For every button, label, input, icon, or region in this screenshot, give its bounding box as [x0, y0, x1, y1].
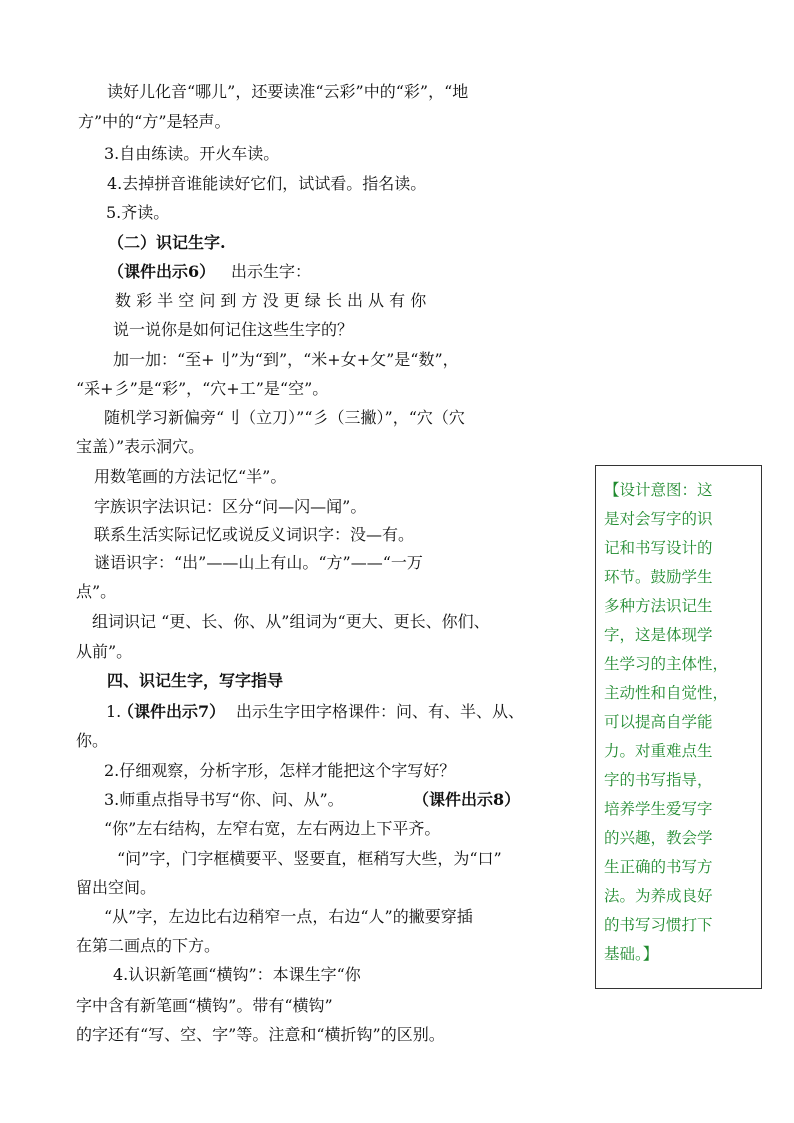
paragraph-line: 的字还有“写、空、字”等。注意和“横折钩”的区别。 — [76, 1025, 445, 1044]
paragraph-line: 在第二画点的下方。 — [76, 936, 221, 955]
design-intent-line: 的兴趣，教会学 — [604, 829, 713, 847]
paragraph-line: 加一加：“至+刂”为“到”，“米+女+攵”是“数”， — [113, 350, 459, 369]
paragraph-line: 随机学习新偏旁“刂（立刀）”“彡（三撇）”，“穴（穴 — [104, 408, 465, 427]
paragraph-line: 宝盖）”表示洞穴。 — [76, 437, 205, 456]
courseware-note: （课件出示6） — [108, 262, 216, 281]
design-intent-line: 的书写习惯打下 — [604, 916, 713, 934]
paragraph-line: 方”中的“方”是轻声。 — [78, 112, 231, 131]
paragraph-line: “问”字，门字框横要平、竖要直，框稍写大些，为“口” — [117, 849, 502, 868]
character-list: 数 彩 半 空 问 到 方 没 更 绿 长 出 从 有 你 — [115, 291, 427, 310]
paragraph-line: 读好儿化音“哪儿”，还要读准“云彩”中的“彩”，“地 — [107, 82, 469, 101]
paragraph-line: 3.自由练读。开火车读。 — [104, 144, 280, 163]
paragraph-line: 4.去掉拼音谁能读好它们，试试看。指名读。 — [107, 174, 427, 193]
paragraph-line: 你。 — [76, 731, 109, 750]
design-intent-line: 【设计意图：这 — [604, 481, 713, 499]
design-intent-line: 多种方法识记生 — [604, 597, 713, 615]
paragraph-line: “从”字，左边比右边稍窄一点，右边“人”的撇要穿插 — [104, 907, 473, 926]
paragraph-line: 2.仔细观察，分析字形，怎样才能把这个字写好？ — [104, 761, 456, 780]
paragraph-line: “采+彡”是“彩”，“穴+工”是“空”。 — [76, 379, 329, 398]
paragraph-line: 3.师重点指导书写“你、问、从”。 — [104, 790, 344, 809]
paragraph-line: 4.认识新笔画“横钩”：本课生字“你 — [113, 965, 361, 984]
design-intent-line: 生学习的主体性， — [604, 655, 729, 673]
paragraph-line: 点”。 — [76, 582, 117, 601]
design-intent-line: 力。对重难点生 — [604, 742, 713, 760]
design-intent-line: 基础。】 — [604, 945, 659, 963]
paragraph-line: 5.齐读。 — [106, 203, 170, 222]
design-intent-box — [595, 465, 762, 989]
design-intent-line: 培养学生爱写字 — [604, 800, 713, 818]
paragraph-line: 用数笔画的方法记忆“半”。 — [94, 467, 287, 486]
paragraph-line: 字族识字法识记：区分“问—闪—闻”。 — [94, 497, 367, 516]
section-heading: 四、识记生字，写字指导 — [107, 671, 284, 690]
paragraph-line: 说一说你是如何记住这些生字的？ — [113, 320, 354, 339]
paragraph-line: 从前”。 — [76, 642, 133, 661]
design-intent-line: 是对会写字的识 — [604, 510, 713, 528]
paragraph-line: “你”左右结构，左窄右宽，左右两边上下平齐。 — [104, 819, 441, 838]
design-intent-line: 主动性和自觉性， — [604, 684, 729, 702]
design-intent-line: 记和书写设计的 — [604, 539, 713, 557]
courseware-note: （课件出示8） — [413, 790, 521, 809]
design-intent-line: 环节。鼓励学生 — [604, 568, 713, 586]
paragraph-line: 留出空间。 — [76, 878, 157, 897]
design-intent-line: 法。为养成良好 — [604, 887, 713, 905]
section-heading: （二）识记生字. — [108, 233, 226, 252]
paragraph-line: 出示生字田字格课件：问、有、半、从、 — [236, 702, 525, 721]
paragraph-line: 出示生字： — [231, 262, 312, 281]
design-intent-line: 可以提高自学能 — [604, 713, 713, 731]
design-intent-line: 字，这是体现学 — [604, 626, 713, 644]
design-intent-line: 字的书写指导， — [604, 771, 713, 789]
paragraph-line: 1. — [106, 702, 122, 721]
paragraph-line: 组词识记 “更、长、你、从”组词为“更大、更长、你们、 — [92, 612, 490, 631]
design-intent-line: 生正确的书写方 — [604, 858, 713, 876]
paragraph-line: 联系生活实际记忆或说反义词识字：没—有。 — [94, 525, 415, 544]
paragraph-line: 谜语识字：“出”——山上有山。“方”——“一万 — [94, 553, 423, 572]
paragraph-line: 字中含有新笔画“横钩”。带有“横钩” — [76, 996, 333, 1015]
courseware-note: （课件出示7） — [118, 702, 226, 721]
